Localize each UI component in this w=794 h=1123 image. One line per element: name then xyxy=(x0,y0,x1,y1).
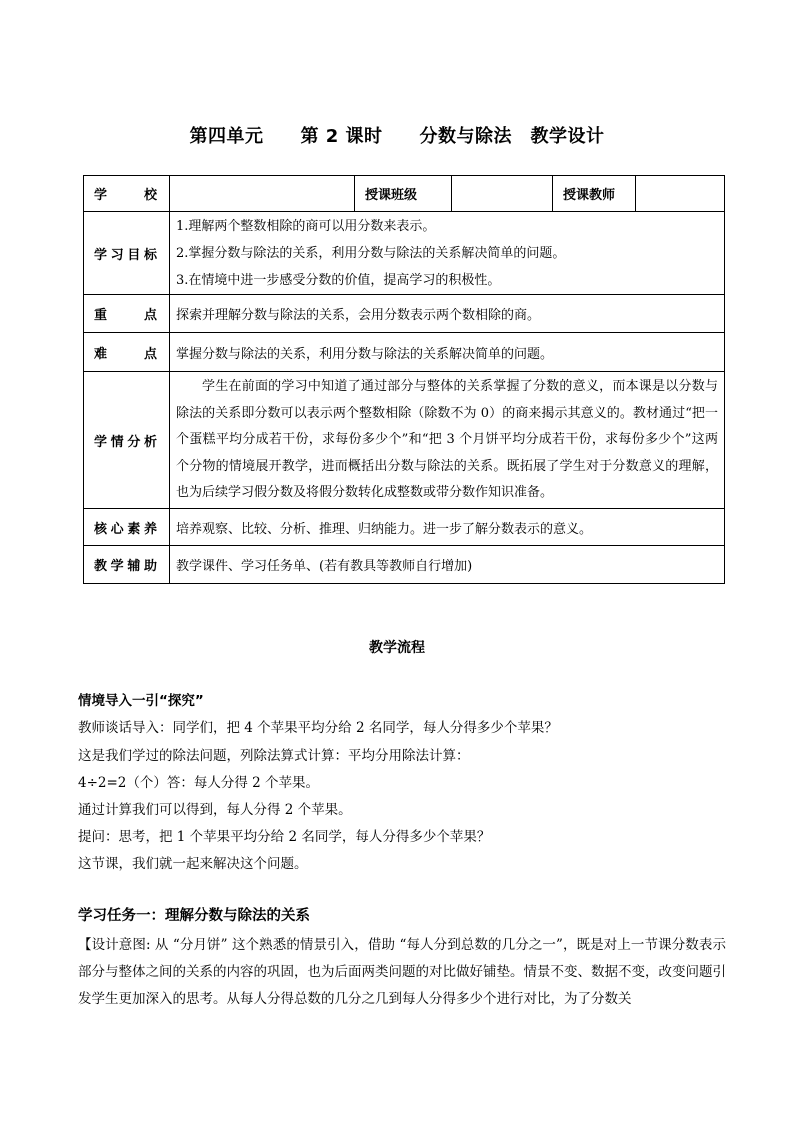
goal-item: 3.在情境中进一步感受分数的价值，提高学习的积极性。 xyxy=(176,272,501,288)
flow-title: 教学流程 xyxy=(369,640,425,656)
teacher-label: 授课教师 xyxy=(553,176,636,212)
intro-line: 这节课，我们就一起来解决这个问题。 xyxy=(78,856,308,872)
aids-value: 教学课件、学习任务单、(若有教具等教师自行增加) xyxy=(170,546,725,584)
lesson-info-table xyxy=(83,175,725,584)
school-value xyxy=(170,176,355,212)
intro-heading: 情境导入一引“探究” xyxy=(78,693,204,709)
literacy-value: 培养观察、比较、分析、推理、归纳能力。进一步了解分数表示的意义。 xyxy=(170,509,725,546)
table-row-school xyxy=(84,176,725,212)
analysis-paragraph: 学生在前面的学习中知道了通过部分与整体的关系掌握了分数的意义，而本课是以分数与除法的关系即分数可以表示两个整数相除（除数不为 0）的商来揭示其意义的。教材通过“把一个蛋糕平均分成若干份，求每份多少个”和“把 3 个月饼平均分成若干份，求每份多少个”这两个分物的情境展开教学，进而概括出分数与除法的关系。既拓展了学生对于分数意义的理解，也为后续学习假分数及将假分数转化成整数或带分数作知识准备。 xyxy=(176,379,718,501)
key-label: 重 点 xyxy=(84,295,170,333)
difficulty-label: 难 点 xyxy=(84,333,170,372)
key-value: 探索并理解分数与除法的关系，会用分数表示两个数相除的商。 xyxy=(170,295,725,333)
table-row-literacy xyxy=(84,509,725,546)
aids-label: 教学辅助 xyxy=(84,546,170,584)
page-title: 第四单元 第 2 课时 分数与除法 教学设计 xyxy=(189,126,605,147)
intro-line: 通过计算我们可以得到，每人分得 2 个苹果。 xyxy=(78,802,352,818)
table-row-goals xyxy=(84,212,725,295)
literacy-label: 核心素养 xyxy=(84,509,170,546)
table-row-analysis xyxy=(84,372,725,509)
teacher-value xyxy=(636,176,725,212)
intro-line: 这是我们学过的除法问题，列除法算式计算：平均分用除法计算： xyxy=(78,748,470,764)
goals-cell xyxy=(170,212,725,295)
analysis-value xyxy=(170,372,725,509)
analysis-label: 学情分析 xyxy=(84,372,170,509)
goal-item: 1.理解两个整数相除的商可以用分数来表示。 xyxy=(176,218,436,234)
difficulty-value: 掌握分数与除法的关系，利用分数与除法的关系解决简单的问题。 xyxy=(170,333,725,372)
task1-heading: 学习任务一：理解分数与除法的关系 xyxy=(78,908,310,924)
task1-design-intent: 【设计意图: 从 “分月饼” 这个熟悉的情景引入，借助 “每人分到总数的几分之一”，既是对上一节课分数表示部分与整体之间的关系的内容的巩固，也为后面两类问题的对比做好铺垫。情景不变、数据不变，改变问题引发学生更加深入的思考。从每人分得总数的几分之几到每人分得多少个进行对比，为了分数关 xyxy=(78,937,726,1007)
school-label: 学 校 xyxy=(84,176,170,212)
class-value xyxy=(452,176,553,212)
class-label: 授课班级 xyxy=(355,176,452,212)
goal-item: 2.掌握分数与除法的关系，利用分数与除法的关系解决简单的问题。 xyxy=(176,245,566,261)
intro-line: 4÷2=2（个）答：每人分得 2 个苹果。 xyxy=(78,775,320,791)
table-row-key xyxy=(84,295,725,333)
goals-label: 学习目标 xyxy=(84,212,170,295)
intro-line: 提问：思考，把 1 个苹果平均分给 2 名同学，每人分得多少个苹果？ xyxy=(78,829,491,845)
table-row-difficulty xyxy=(84,333,725,372)
table-row-aids xyxy=(84,546,725,584)
intro-line: 教师谈话导入：同学们，把 4 个苹果平均分给 2 名同学，每人分得多少个苹果？ xyxy=(78,720,558,736)
